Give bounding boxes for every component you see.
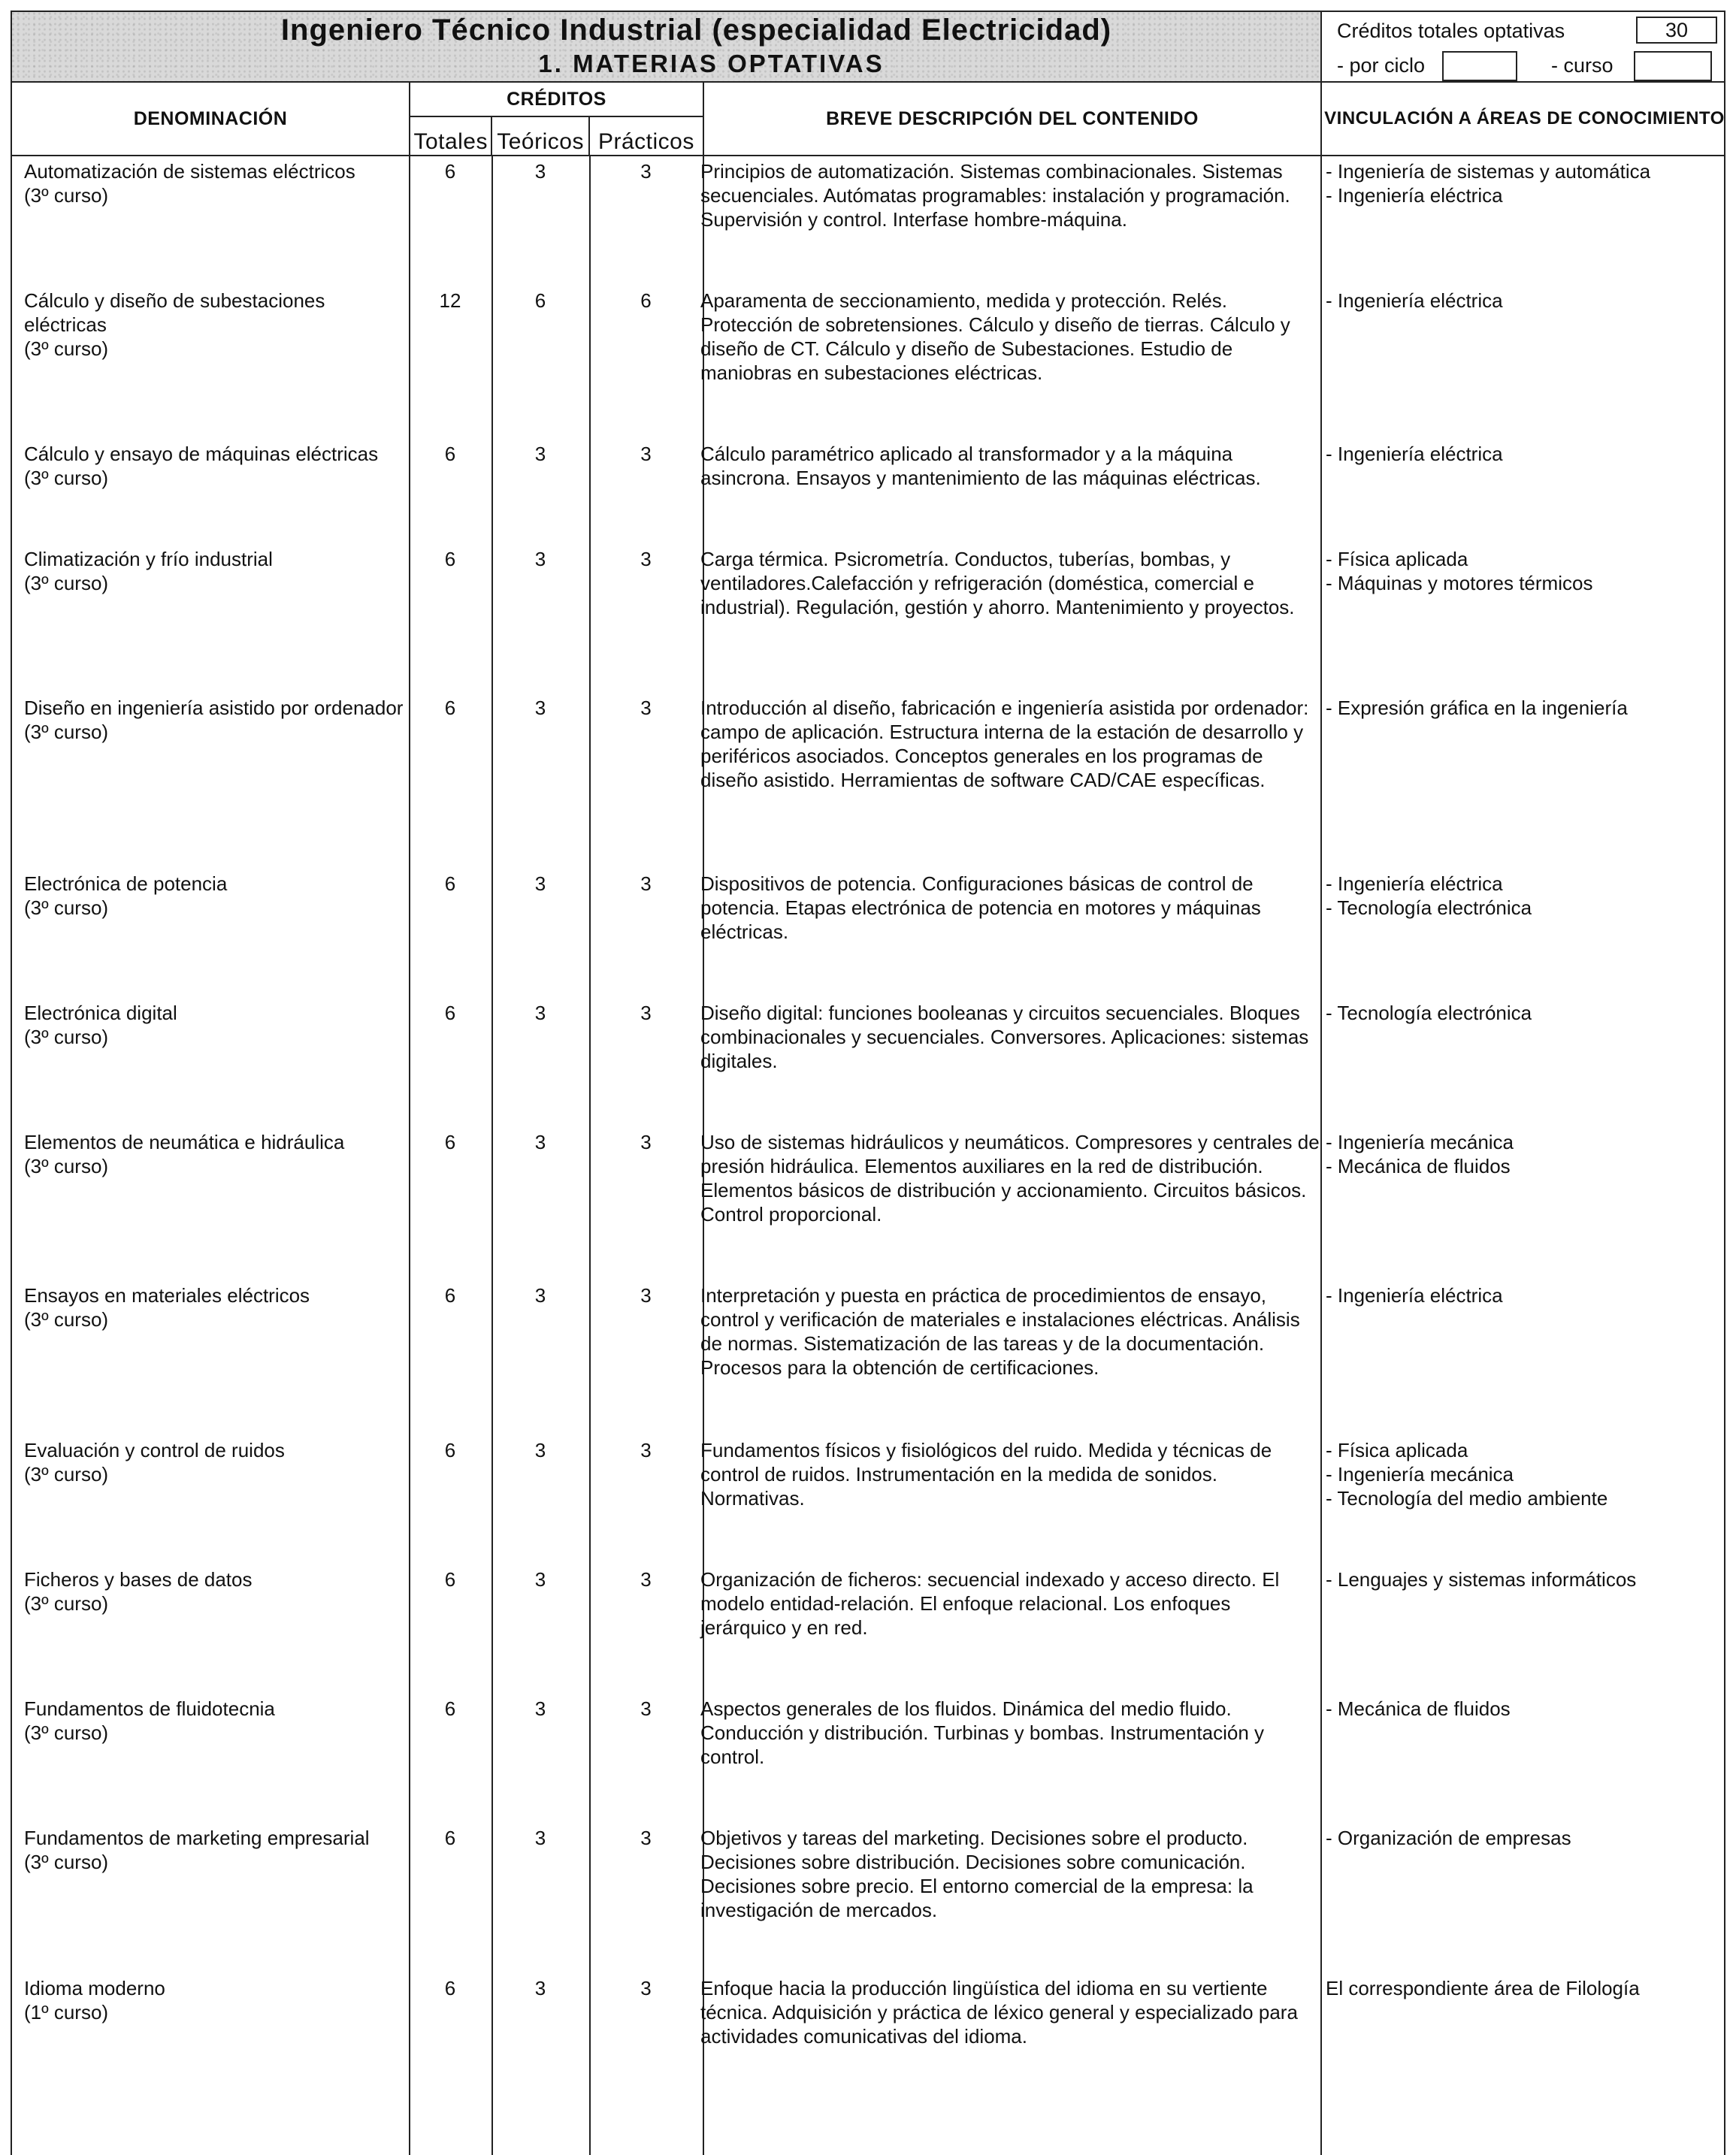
subject-name [24, 1976, 407, 2024]
subject-title: Cálculo y ensayo de máquinas eléctricas [24, 443, 379, 465]
subject-title: Diseño en ingeniería asistido por ordenador [24, 697, 404, 719]
table-header [11, 83, 1725, 156]
credits-practice: 3 [640, 548, 652, 570]
credits-theory: 3 [534, 697, 546, 719]
subject-course: (3º curso) [24, 184, 109, 207]
credits-theory: 3 [534, 872, 546, 895]
subject-title: Electrónica de potencia [24, 872, 228, 895]
subject-description: Introducción al diseño, fabricación e ingeniería asistida por ordenador: campo de aplicación. Estructura interna de la estación de desarrollo y periféricos asociados. Conceptos generales en los programas de diseño asistido. Herramientas de software CAD/CAE específicas. [700, 697, 1309, 791]
credits-practice: 3 [640, 1131, 652, 1153]
knowledge-areas: - Ingeniería eléctrica [1326, 1284, 1503, 1307]
knowledge-areas: - Tecnología electrónica [1326, 1002, 1532, 1024]
credits-theory: 3 [534, 1568, 546, 1591]
credits-total: 6 [444, 548, 456, 570]
credits-total: 6 [444, 1439, 456, 1461]
subject-description: Organización de ficheros: secuencial indexado y acceso directo. El modelo entidad-relación. El enfoque relacional. Los enfoques jerárquico y en red. [700, 1568, 1280, 1639]
subject-course: (3º curso) [24, 1851, 109, 1873]
credits-total: 6 [444, 1131, 456, 1153]
subject-course: (3º curso) [24, 1308, 109, 1331]
curso-box [1634, 51, 1712, 81]
credits-total: 6 [444, 1827, 456, 1849]
subject-title: Cálculo y diseño de subestaciones eléctricas [24, 289, 325, 336]
credits-practice: 3 [640, 1284, 652, 1307]
credits-total: 6 [444, 1284, 456, 1307]
subject-name [24, 547, 407, 595]
subject-title: Fundamentos de fluidotecnia [24, 1697, 275, 1720]
knowledge-areas: - Ingeniería eléctrica [1326, 289, 1503, 312]
credits-practice: 3 [640, 160, 652, 183]
subject-title: Climatización y frío industrial [24, 548, 273, 570]
credits-total: 6 [444, 1697, 456, 1720]
subject-course: (3º curso) [24, 337, 109, 360]
knowledge-areas: - Expresión gráfica en la ingeniería [1326, 697, 1628, 719]
credits-practice: 3 [640, 697, 652, 719]
subject-name [24, 1567, 407, 1615]
document-title: Ingeniero Técnico Industrial (especialidad Electricidad) [280, 14, 1112, 47]
knowledge-areas: - Ingeniería eléctrica [1326, 443, 1503, 465]
subject-description: Cálculo paramétrico aplicado al transformador y a la máquina asincrona. Ensayos y mantenimiento de las máquinas eléctricas. [700, 443, 1261, 489]
knowledge-areas: El correspondiente área de Filología [1326, 1977, 1640, 1999]
credits-theory: 3 [534, 548, 546, 570]
subject-course: (3º curso) [24, 721, 109, 743]
subject-course: (3º curso) [24, 1155, 109, 1177]
subject-course: (3º curso) [24, 572, 109, 594]
subject-title: Ensayos en materiales eléctricos [24, 1284, 310, 1307]
credits-total: 12 [439, 289, 461, 312]
col-denominacion: DENOMINACIÓN [12, 83, 410, 155]
knowledge-areas: - Ingeniería mecánica - Mecánica de fluidos [1326, 1131, 1514, 1177]
subject-description: Diseño digital: funciones booleanas y circuitos secuenciales. Bloques combinacionales y secuenciales. Conversores. Aplicaciones: sistemas digitales. [700, 1002, 1309, 1072]
credits-total: 6 [444, 443, 456, 465]
subject-name [24, 1001, 407, 1049]
subject-course: (3º curso) [24, 1463, 109, 1486]
subjects-table [11, 83, 1725, 2155]
subject-title: Elementos de neumática e hidráulica [24, 1131, 345, 1153]
credits-theory: 3 [534, 1284, 546, 1307]
por-ciclo-label: - por ciclo [1337, 54, 1426, 77]
credits-theory: 3 [534, 160, 546, 183]
subject-description: Uso de sistemas hidráulicos y neumáticos. Compresores y centrales de presión hidráulica. Elementos auxiliares en la red de distribución. Elementos básicos de distribución y accionamiento. Circuitos básicos. Control proporcional. [700, 1131, 1320, 1226]
subject-description: Carga térmica. Psicrometría. Conductos, tuberías, bombas, y ventiladores.Calefacción y refrigeración (doméstica, comercial e industrial). Regulación, gestión y ahorro. Mantenimiento y proyectos. [700, 548, 1295, 618]
credits-total: 6 [444, 1568, 456, 1591]
col-descripcion: BREVE DESCRIPCIÓN DEL CONTENIDO [704, 83, 1322, 155]
subject-description: Dispositivos de potencia. Configuraciones básicas de control de potencia. Etapas electrónica de potencia en motores y máquinas eléctricas. [700, 872, 1261, 943]
knowledge-areas: - Ingeniería eléctrica - Tecnología electrónica [1326, 872, 1532, 919]
subject-name [24, 872, 407, 920]
credits-practice: 6 [640, 289, 652, 312]
subject-title: Fundamentos de marketing empresarial [24, 1827, 370, 1849]
subject-name [24, 1697, 407, 1745]
total-credits-value: 30 [1636, 17, 1717, 44]
subject-description: Objetivos y tareas del marketing. Decisiones sobre el producto. Decisiones sobre distribución. Decisiones sobre comunicación. Decisiones sobre precio. El entorno comercial de la empresa: la investigación de mercados. [700, 1827, 1254, 1921]
subject-name [24, 289, 407, 361]
knowledge-areas: - Organización de empresas [1326, 1827, 1571, 1849]
subject-name [24, 696, 407, 744]
subject-course: (3º curso) [24, 896, 109, 919]
subject-description: Fundamentos físicos y fisiológicos del ruido. Medida y técnicas de control de ruidos. Instrumentación en la medida de sonidos. Normativas. [700, 1439, 1272, 1510]
credits-theory: 3 [534, 1977, 546, 1999]
credits-practice: 3 [640, 1568, 652, 1591]
knowledge-areas: - Física aplicada - Ingeniería mecánica - Tecnología del medio ambiente [1326, 1439, 1608, 1510]
section-title: 1. MATERIAS OPTATIVAS [538, 50, 885, 77]
credits-practice: 3 [640, 1977, 652, 1999]
credits-practice: 3 [640, 1439, 652, 1461]
subject-title: Automatización de sistemas eléctricos [24, 160, 355, 183]
credits-theory: 3 [534, 443, 546, 465]
credits-theory: 6 [534, 289, 546, 312]
subject-course: (3º curso) [24, 1592, 109, 1615]
subject-title: Electrónica digital [24, 1002, 177, 1024]
subject-title: Evaluación y control de ruidos [24, 1439, 285, 1461]
subject-title: Ficheros y bases de datos [24, 1568, 253, 1591]
curso-label: - curso [1551, 54, 1614, 77]
subject-name [24, 1826, 407, 1874]
knowledge-areas: - Lenguajes y sistemas informáticos [1326, 1568, 1637, 1591]
credits-theory: 3 [534, 1439, 546, 1461]
subject-description: Aparamenta de seccionamiento, medida y protección. Relés. Protección de sobretensiones. Cálculo y diseño de tierras. Cálculo y diseño de CT. Cálculo y diseño de Subestaciones. Estudio de maniobras en subestaciones eléctricas. [700, 289, 1290, 384]
col-vinculacion: VINCULACIÓN A ÁREAS DE CONOCIMIENTO [1324, 108, 1725, 128]
col-creditos-title: CRÉDITOS [410, 83, 703, 117]
credits-practice: 3 [640, 1827, 652, 1849]
subject-description: Aspectos generales de los fluidos. Dinámica del medio fluido. Conducción y distribución. Turbinas y bombas. Instrumentación y control. [700, 1697, 1265, 1768]
credits-total: 6 [444, 697, 456, 719]
subject-name [24, 159, 407, 207]
credits-practice: 3 [640, 1002, 652, 1024]
knowledge-areas: - Física aplicada - Máquinas y motores térmicos [1326, 548, 1593, 594]
subject-name [24, 1283, 407, 1331]
total-credits-label: Créditos totales optativas [1337, 20, 1565, 42]
table-body [11, 156, 1725, 2155]
title-banner [11, 11, 1322, 83]
credits-total: 6 [444, 872, 456, 895]
credits-theory: 3 [534, 1131, 546, 1153]
subject-title: Idioma moderno [24, 1977, 165, 1999]
subject-description: Interpretación y puesta en práctica de procedimientos de ensayo, control y verificación de materiales e instalaciones eléctricas. Análisis de normas. Sistematización de las tareas y de la documentación. Procesos para la obtención de certificaciones. [700, 1284, 1300, 1379]
credits-theory: 3 [534, 1002, 546, 1024]
subject-name [24, 1438, 407, 1486]
credits-practice: 3 [640, 1697, 652, 1720]
knowledge-areas: - Mecánica de fluidos [1326, 1697, 1511, 1720]
por-ciclo-box [1442, 51, 1517, 81]
col-practicos: Prácticos [597, 129, 694, 154]
subject-name [24, 1130, 407, 1178]
credits-total: 6 [444, 1977, 456, 1999]
credits-total: 6 [444, 1002, 456, 1024]
col-totales: Totales [410, 117, 492, 156]
subject-description: Principios de automatización. Sistemas combinacionales. Sistemas secuenciales. Autómatas programables: instalación y programación. Supervisión y control. Interfase hombre-máquina. [700, 160, 1290, 231]
subject-course: (3º curso) [24, 1026, 109, 1048]
col-teoricos: Teóricos [492, 117, 589, 156]
credits-total: 6 [444, 160, 456, 183]
credits-practice: 3 [640, 872, 652, 895]
subject-description: Enfoque hacia la producción lingüística del idioma en su vertiente técnica. Adquisición y práctica de léxico general y especializado para actividades comunicativas del idioma. [700, 1977, 1298, 2048]
subject-course: (3º curso) [24, 1721, 109, 1744]
credits-theory: 3 [534, 1827, 546, 1849]
knowledge-areas: - Ingeniería de sistemas y automática - Ingeniería eléctrica [1326, 160, 1651, 207]
credits-summary [1322, 11, 1725, 83]
subject-course: (3º curso) [24, 467, 109, 489]
subject-course: (1º curso) [24, 2001, 109, 2024]
credits-practice: 3 [640, 443, 652, 465]
col-creditos [410, 83, 704, 155]
subject-name [24, 442, 407, 490]
credits-theory: 3 [534, 1697, 546, 1720]
